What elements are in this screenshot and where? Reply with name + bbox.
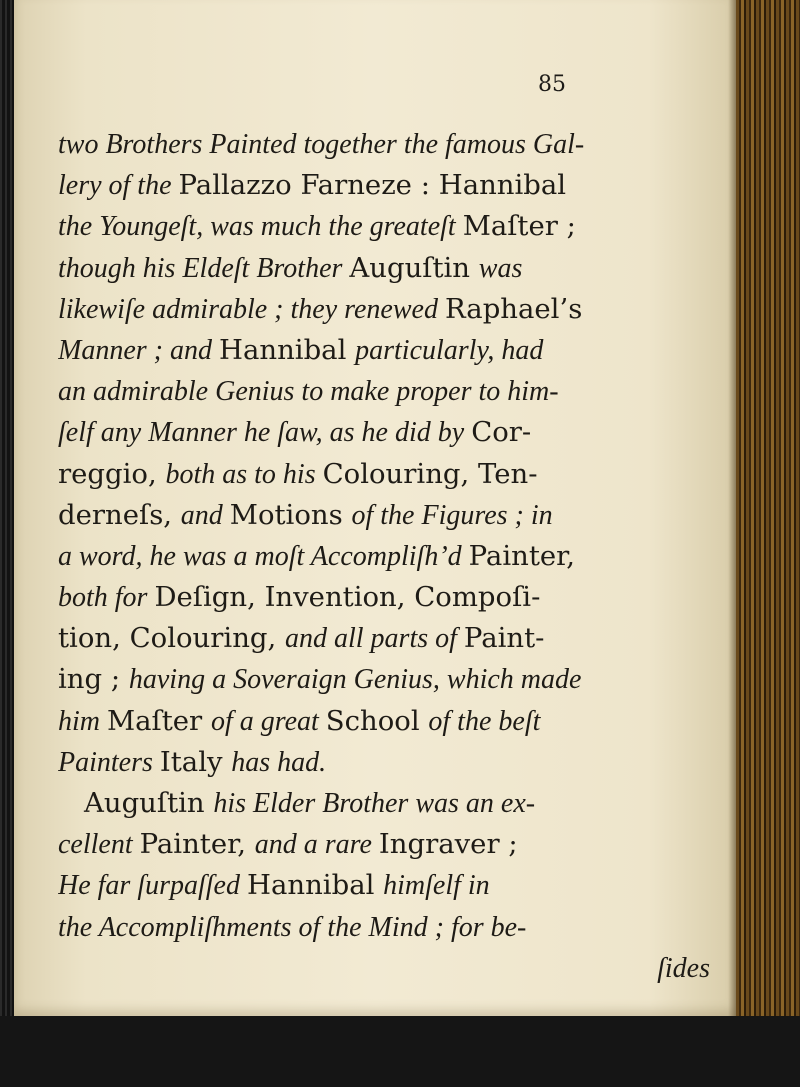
text-line <box>58 701 710 742</box>
text-segment: Painted together the famous Gal- <box>209 129 585 160</box>
text-line <box>58 536 710 577</box>
text-segment: Colouring, Ten- <box>322 457 538 490</box>
text-segment: tion, Colouring, <box>58 622 285 655</box>
text-segment: having a Soveraign Genius, which made <box>128 664 582 696</box>
text-segment: derneſs, <box>58 498 181 531</box>
text-line <box>58 742 710 783</box>
text-segment: ing ; <box>58 663 129 696</box>
text-segment: of the Figures ; in <box>351 499 553 531</box>
text-segment: Paint- <box>463 622 545 655</box>
text-line <box>58 330 710 371</box>
text-segment: Raphael’s <box>444 292 583 325</box>
text-segment: of a great <box>210 705 326 737</box>
text-segment: lery of the <box>58 170 179 202</box>
text-segment: Manner ; and <box>58 334 219 366</box>
bottom-dark-band <box>0 1016 800 1087</box>
text-segment: Italy <box>159 745 232 778</box>
text-segment: Deſign, Invention, Compoſi- <box>154 581 541 614</box>
text-segment: and all parts of <box>285 623 464 655</box>
text-segment: and a rare <box>254 829 379 861</box>
body-text <box>58 124 710 989</box>
text-segment: though his Eldeſt Brother <box>58 252 350 284</box>
text-segment: ſides <box>657 952 710 984</box>
text-segment: a word, he was a moſt Accompliſh’d <box>58 540 469 572</box>
text-line <box>58 289 710 330</box>
text-segment: both for <box>58 582 155 614</box>
text-line <box>58 948 710 989</box>
text-segment: Motions <box>229 498 352 531</box>
text-line <box>58 124 710 165</box>
text-segment: of the beſt <box>428 705 541 737</box>
text-segment: both as to his <box>165 458 323 490</box>
text-segment: and <box>180 499 230 531</box>
text-segment: Maſter ; <box>462 210 576 243</box>
text-segment: himſelf in <box>383 870 490 902</box>
text-line <box>58 206 710 247</box>
text-line <box>58 907 710 948</box>
text-segment: has had. <box>231 746 327 778</box>
page-number: 85 <box>538 72 566 97</box>
text-segment: cellent <box>58 829 140 861</box>
text-segment: Hannibal <box>247 869 384 902</box>
text-segment: Painters <box>58 746 160 778</box>
text-segment: his Elder Brother was an ex- <box>213 788 536 819</box>
text-segment: reggio, <box>58 457 166 490</box>
left-gutter <box>0 0 14 1087</box>
text-line <box>58 165 710 206</box>
text-segment: the Youngeſt, was much the greateſt <box>58 211 463 243</box>
text-segment: ſelf any Manner he ſaw, as he did by <box>58 417 472 449</box>
text-segment: Maſter <box>107 704 211 737</box>
text-line <box>58 577 710 618</box>
text-segment: Painter, <box>468 539 576 572</box>
text-line <box>58 659 710 700</box>
text-line <box>58 783 710 824</box>
text-segment: the Accompliſhments of the Mind ; for be- <box>58 911 527 943</box>
text-segment: him <box>58 705 107 737</box>
text-line <box>58 618 710 659</box>
book-spine <box>736 0 800 1016</box>
text-segment: Auguſtin <box>349 251 479 284</box>
text-line <box>58 248 710 289</box>
text-segment: School <box>325 704 429 737</box>
text-segment: Painter, <box>139 828 255 861</box>
text-segment: He far ſurpaſſed <box>58 870 247 902</box>
text-segment: Pallazzo Farneze : Hannibal <box>178 169 567 202</box>
text-line <box>58 865 710 906</box>
text-line <box>58 824 710 865</box>
text-segment: likewiſe admirable ; they renewed <box>58 293 445 325</box>
text-segment: two Brothers <box>58 129 210 160</box>
text-line <box>58 371 710 412</box>
text-segment: Hannibal <box>218 333 356 366</box>
text-segment: Cor- <box>471 416 532 449</box>
text-line <box>58 412 710 453</box>
text-segment: Auguſtin <box>84 787 214 819</box>
text-segment: an admirable Genius to make proper to him- <box>58 376 559 408</box>
text-segment: Ingraver ; <box>378 828 518 861</box>
text-line <box>58 454 710 495</box>
text-segment: was <box>478 252 523 284</box>
text-line <box>58 495 710 536</box>
text-segment: particularly, had <box>355 334 544 366</box>
